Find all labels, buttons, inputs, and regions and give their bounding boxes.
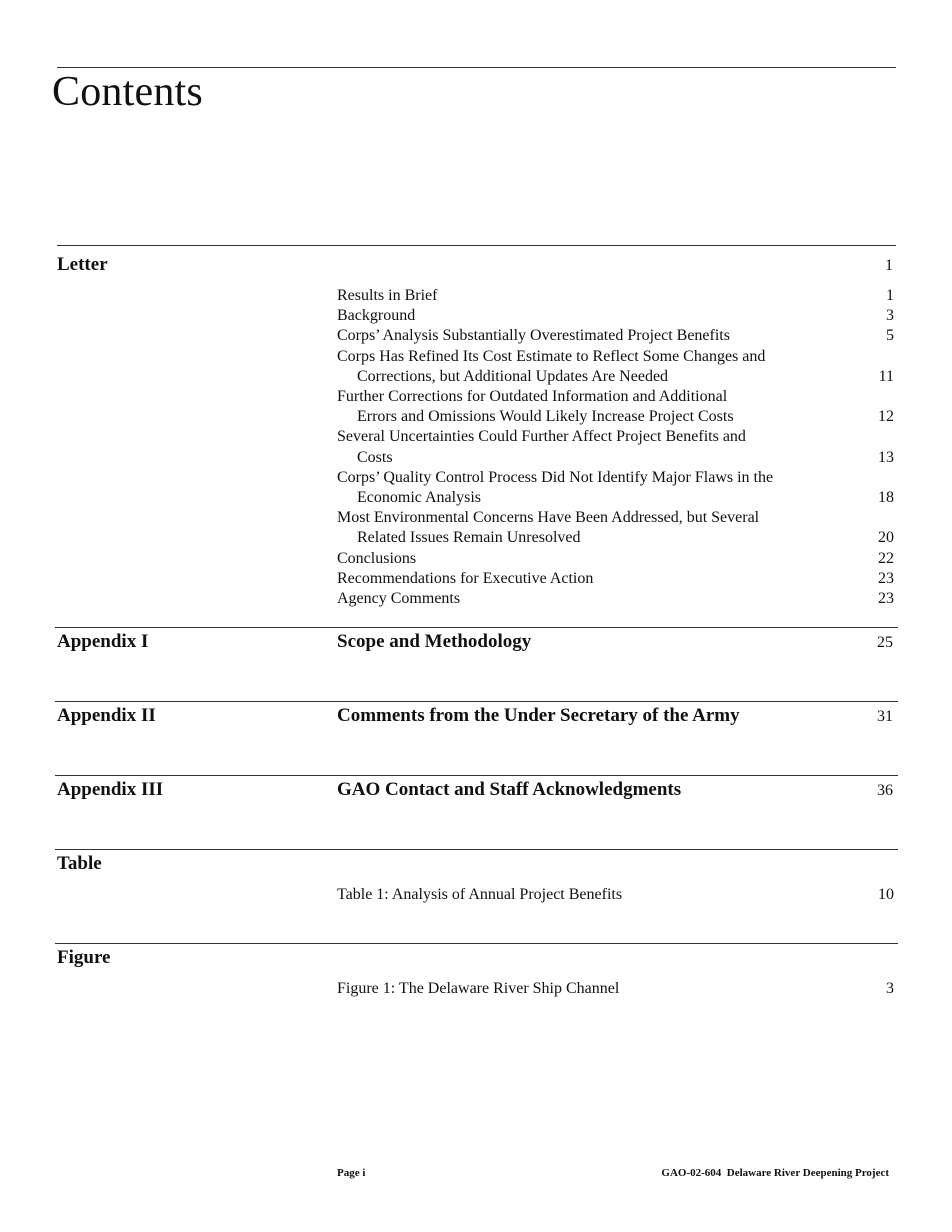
appendix-3-rule — [55, 775, 898, 776]
entry-text-continued: Errors and Omissions Would Likely Increase Project Costs — [357, 408, 734, 426]
entry-text-continued: Related Issues Remain Unresolved — [357, 529, 581, 547]
entry-page: 3 — [886, 307, 894, 325]
toc-entry[interactable] — [337, 326, 894, 346]
entry-page: 20 — [878, 529, 894, 547]
appendix-3-title[interactable]: GAO Contact and Staff Acknowledgments — [337, 779, 682, 800]
entry-text: Background — [337, 307, 416, 325]
toc-entry[interactable] — [337, 427, 894, 467]
entry-page: 11 — [878, 367, 894, 385]
entry-text: Recommendations for Executive Action — [337, 569, 594, 587]
appendix-2-label: Appendix II — [57, 705, 156, 726]
entry-page: 13 — [878, 448, 894, 466]
figure-label: Figure — [57, 947, 111, 968]
entry-text: Several Uncertainties Could Further Affect Project Benefits and — [337, 428, 746, 446]
toc-entry[interactable] — [337, 387, 894, 427]
toc-entry[interactable] — [337, 306, 894, 326]
appendix-2-title[interactable]: Comments from the Under Secretary of the Army — [337, 705, 740, 726]
entry-page: 23 — [878, 569, 894, 587]
entry-page: 1 — [886, 287, 894, 304]
entry-page: 22 — [878, 549, 894, 567]
appendix-1-page: 25 — [877, 634, 893, 651]
footer-page-label: Page i — [337, 1167, 366, 1179]
entry-text-continued: Corrections, but Additional Updates Are Needed — [357, 367, 669, 385]
entry-page: 5 — [886, 327, 894, 345]
entry-text: Conclusions — [337, 549, 417, 567]
entry-text: Most Environmental Concerns Have Been Addressed, but Several — [337, 509, 760, 527]
entry-text: Results in Brief — [337, 287, 438, 304]
table-entry-page: 10 — [878, 886, 894, 903]
appendix-3-label: Appendix III — [57, 779, 164, 800]
entry-page: 23 — [878, 590, 894, 608]
figure-entry-page: 3 — [886, 980, 894, 997]
letter-label: Letter — [57, 254, 108, 275]
table-entry-text: Table 1: Analysis of Annual Project Benefits — [337, 886, 623, 903]
appendix-1-title[interactable]: Scope and Methodology — [337, 631, 532, 652]
figure-rule — [55, 943, 898, 944]
toc-entry[interactable] — [337, 589, 894, 609]
entry-text-continued: Economic Analysis — [357, 489, 481, 507]
letter-entries — [337, 286, 894, 609]
table-rule — [55, 849, 898, 850]
toc-entry[interactable] — [337, 286, 894, 306]
toc-entry[interactable] — [337, 347, 894, 387]
entry-page: 18 — [878, 489, 894, 507]
letter-page: 1 — [885, 257, 893, 274]
entry-text: Corps’ Analysis Substantially Overestimated Project Benefits — [337, 327, 730, 345]
toc-entry[interactable] — [337, 549, 894, 569]
page-title: Contents — [52, 69, 203, 115]
entry-text: Agency Comments — [337, 590, 461, 608]
toc-entry[interactable] — [337, 468, 894, 508]
appendix-1-rule — [55, 627, 898, 628]
appendix-3-page: 36 — [877, 782, 893, 799]
table-entry[interactable] — [337, 886, 894, 904]
entry-text: Corps Has Refined Its Cost Estimate to Reflect Some Changes and — [337, 347, 766, 365]
entry-text: Corps’ Quality Control Process Did Not Identify Major Flaws in the — [337, 468, 774, 486]
appendix-2-page: 31 — [877, 708, 893, 725]
entry-text: Further Corrections for Outdated Information and Additional — [337, 388, 728, 406]
figure-entry[interactable] — [337, 980, 894, 998]
entry-text-continued: Costs — [357, 448, 393, 466]
toc-entry[interactable] — [337, 569, 894, 589]
table-label: Table — [57, 853, 102, 874]
letter-rule — [57, 245, 896, 246]
appendix-1-label: Appendix I — [57, 631, 149, 652]
toc-entry[interactable] — [337, 508, 894, 548]
figure-entry-text: Figure 1: The Delaware River Ship Channel — [337, 980, 620, 997]
footer-report-title: GAO-02-604 Delaware River Deepening Project — [661, 1167, 889, 1179]
appendix-2-rule — [55, 701, 898, 702]
entry-page: 12 — [878, 408, 894, 426]
